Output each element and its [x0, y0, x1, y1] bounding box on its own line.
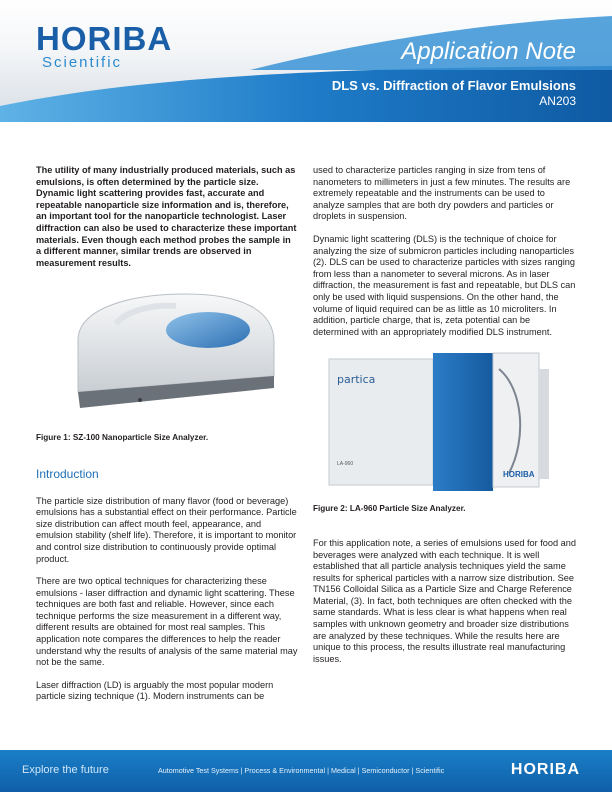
footer-divisions: Automotive Test Systems | Process & Environmental | Medical | Semiconductor | Scientific — [158, 766, 445, 775]
left-column — [36, 165, 298, 714]
document-code: AN203 — [539, 94, 576, 108]
right-column — [313, 165, 577, 676]
figure-2-partica-label: partica — [337, 373, 376, 387]
footer-logo: HORIBA — [510, 761, 580, 778]
intro-paragraph-2: There are two optical techniques for characterizing these emulsions - laser diffraction and dynamic light scattering. These techniques are both fast and reliable. However, since each technique performs the size measurement in a different way, different results are obtained for most real samples. This application note compares the differences to help the reader understand why the results of analysis of the same material may not be the same. — [36, 576, 298, 668]
intro-paragraph-1: The particle size distribution of many flavor (food or beverage) emulsions has a substantial effect on their performance. Particle size distribution can affect mouth feel, appearance, and emulsion stability (shelf life). Therefore, it is important to monitor and control size distribution to continuously provide optimal product. — [36, 495, 297, 564]
lead-paragraph: The utility of many industrially produced materials, such as emulsions, is often determined by the particle size. Dynamic light scattering provides fast, accurate and repeatable nanoparticle size information and is, therefore, an important tool for the nanoparticle technologist. Laser diffraction can also be used to characterize these important materials. Even though each method probes the sample in a different manner, similar trends are observed in measurement results. — [36, 165, 297, 268]
introduction-heading: Introduction — [36, 466, 99, 481]
right-paragraph-2: Dynamic light scattering (DLS) is the technique of choice for analyzing the size of submicron particles including nanoparticles (2). DLS can be used to characterize particles with sizes ranging from less than a nanometer to several microns. As in laser diffraction, the measurement is fast and repeatable, but DLS can only be used with liquid suspensions. On the other hand, the volume of liquid required can be as little as 10 microliters. In addition, particle charge, that is, zeta potential can be determined with an appropriately modified DLS instrument. — [313, 233, 576, 337]
figure-2-model-label: LA-960 — [337, 461, 354, 468]
sz100-illustration — [36, 280, 298, 420]
document-type: Application Note — [401, 38, 576, 65]
figure-1-caption: Figure 1: SZ-100 Nanoparticle Size Analyzer. — [36, 433, 209, 443]
figure-1-image — [36, 280, 298, 420]
la960-illustration — [313, 349, 577, 495]
brand-name: HORIBA — [36, 20, 173, 57]
intro-paragraph-3: Laser diffraction (LD) is arguably the most popular modern particle sizing technique (1). Modern instruments can be — [36, 679, 274, 702]
figure-2-image — [313, 349, 577, 495]
figure-2-brand-label: HORIBA — [503, 470, 535, 480]
footer-tagline: Explore the future — [22, 764, 109, 776]
brand-subtitle: Scientific — [42, 54, 123, 71]
page-header — [0, 0, 612, 122]
header-swoosh — [0, 66, 612, 122]
figure-2-caption: Figure 2: LA-960 Particle Size Analyzer. — [313, 504, 466, 514]
document-title: DLS vs. Diffraction of Flavor Emulsions — [331, 78, 576, 93]
right-paragraph-3: For this application note, a series of emulsions used for food and beverages were analyzed with each technique. It is well established that all particle analysis techniques yield the same results for spherical particles with a narrow size distribution. See TN156 Colloidal Silica as a Particle Size and Charge Reference Material, (3). In fact, both techniques are often checked with the same standards. What is less clear is what happens when real samples with unknown geometry and broader size distributions are analyzed by these techniques. While the results here are unique to this process, the results illustrate real manufacturing issues. — [313, 537, 577, 664]
brand-logo — [36, 22, 172, 70]
page-footer — [0, 750, 612, 792]
right-paragraph-1: used to characterize particles ranging in size from tens of nanometers to millimeters in just a few minutes. The results are extremely repeatable and the instruments can be used to analyze samples that are both dry powders and particles or droplets in suspension. — [313, 165, 571, 222]
